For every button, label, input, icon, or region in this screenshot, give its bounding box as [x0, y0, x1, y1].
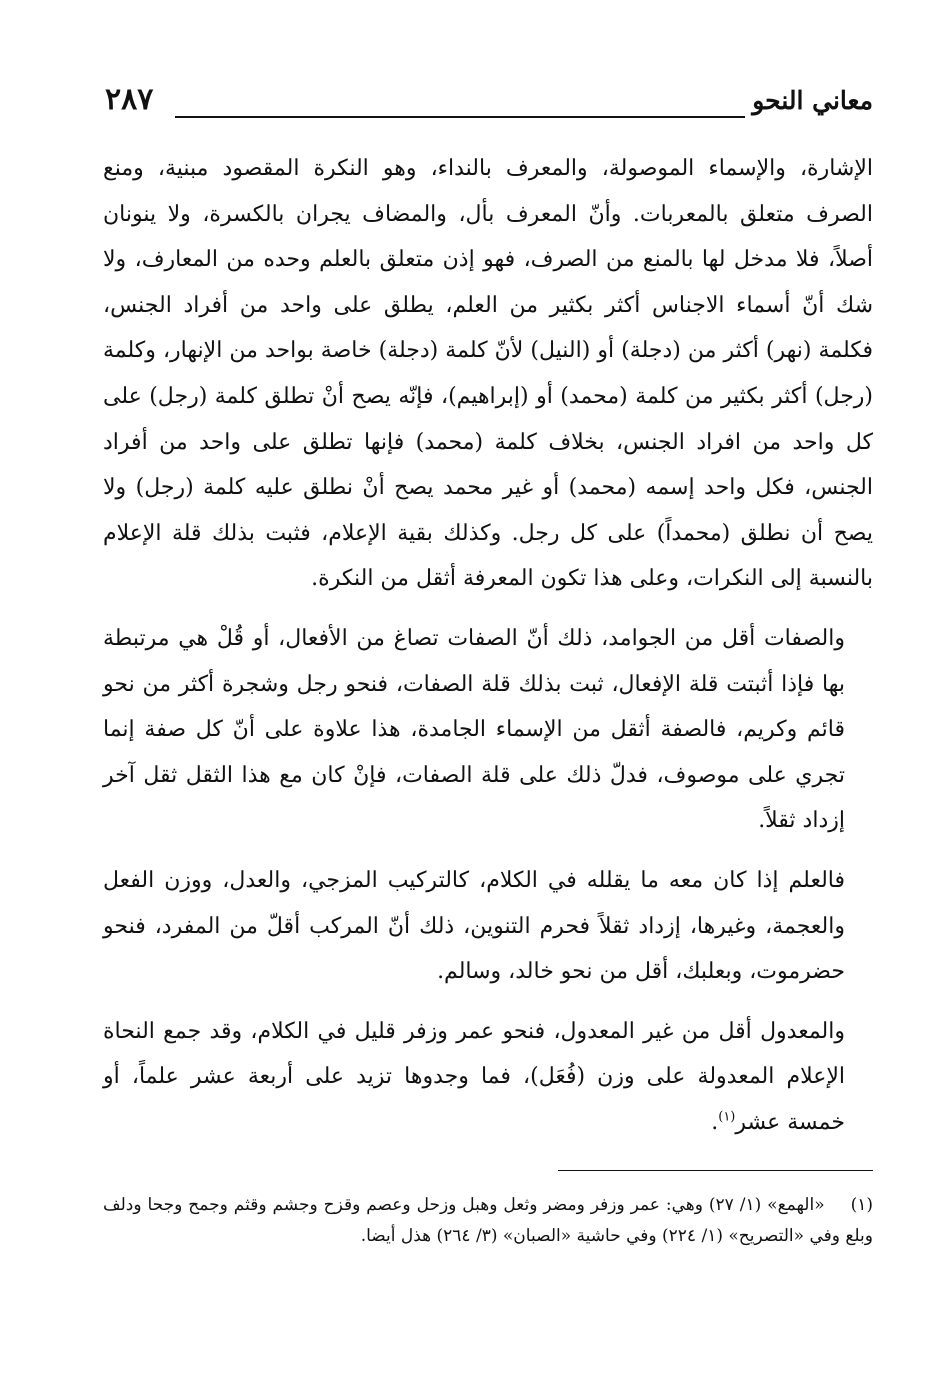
page-header: [105, 82, 873, 132]
paragraph-3: فالعلم إذا كان معه ما يقلله في الكلام، كالتركيب المزجي، والعدل، ووزن الفعل والعجمة، وغيرها، إزداد ثقلاً فحرم التنوين، ذلك أنّ المركب أقلّ من المفرد، فنحو حضرموت، وبعلبك، أقل من نحو خالد، وسالم.: [103, 867, 845, 985]
paragraph-2: والصفات أقل من الجوامد، ذلك أنّ الصفات تصاغ من الأفعال، أو قُلْ هي مرتبطة بها فإذا أثبتت قلة الإفعال، ثبت بذلك قلة الصفات، فنحو رجل وشجرة أكثر من نحو قائم وكريم، فالصفة أثقل من الإسماء الجامدة، هذا علاوة على أنّ كل صفة إنما تجري على موصوف، فدلّ ذلك على قلة الصفات، فإنْ كان مع هذا الثقل ثقل آخر إزداد ثقلاً.: [103, 625, 845, 834]
footnote-text: «الهمع» (١/ ٢٧) وهي: عمر وزفر ومضر وثعل وهبل وزحل وعصم وقزح وجشم وقثم وجمح وجحا ودلف وبلع وفي «التصريح» (١/ ٢٢٤) وفي حاشية «الصبان» (٣/ ٢٦٤) هذل أيضا.: [103, 1195, 873, 1246]
page-number: ٢٨٧: [105, 82, 154, 117]
footnote-item: [103, 1190, 873, 1252]
paragraph-4: [103, 1009, 873, 1146]
paragraph-1: الإشارة، والإسماء الموصولة، والمعرف بالنداء، وهو النكرة المقصود مبنية، ومنع الصرف متعلق بالمعربات. وأنّ المعرف بأل، والمضاف يجران بالكسرة، ولا ينونان أصلاً، فلا مدخل لها بالمنع من الصرف، فهو إذن متعلق بالعلم وحده من المعارف، ولا شك أنّ أسماء الاجناس أكثر بكثير من العلم، يطلق على واحد من أفراد الجنس، فكلمة (نهر) أكثر من (دجلة) أو (النيل) لأنّ كلمة (دجلة) خاصة بواحد من الإنهار، وكلمة (رجل) أكثر بكثير من كلمة (محمد) أو (إبراهيم)، فإنّه يصح أنْ تطلق كلمة (رجل) على كل واحد من افراد الجنس، بخلاف كلمة (محمد) فإنها تطلق على واحد من أفراد الجنس، فكل واحد إسمه (محمد) أو غير محمد يصح أنْ نطلق عليه كلمة (رجل) ولا يصح أن نطلق (محمداً) على كل رجل. وكذلك بقية الإعلام، فثبت بذلك قلة الإعلام بالنسبة إلى النكرات، وعلى هذا تكون المعرفة أثقل من النكرة.: [103, 156, 873, 592]
footnote-reference[interactable]: (١): [718, 1109, 736, 1125]
footnote-separator: [558, 1170, 873, 1171]
footnote-number: (١): [850, 1195, 874, 1215]
main-text: [103, 146, 873, 1145]
footnotes: [103, 1190, 873, 1252]
paragraph-4-end: .: [711, 1109, 719, 1135]
running-title: معاني النحو: [752, 86, 873, 115]
header-rule: [175, 116, 745, 118]
paragraph-4-text: والمعدول أقل من غير المعدول، فنحو عمر وزفر قليل في الكلام، وقد جمع النحاة الإعلام المعدولة على وزن (فُعَل)، فما وجدوها تزيد على أربعة عشر علماً، أو خمسة عشر: [103, 1018, 845, 1135]
